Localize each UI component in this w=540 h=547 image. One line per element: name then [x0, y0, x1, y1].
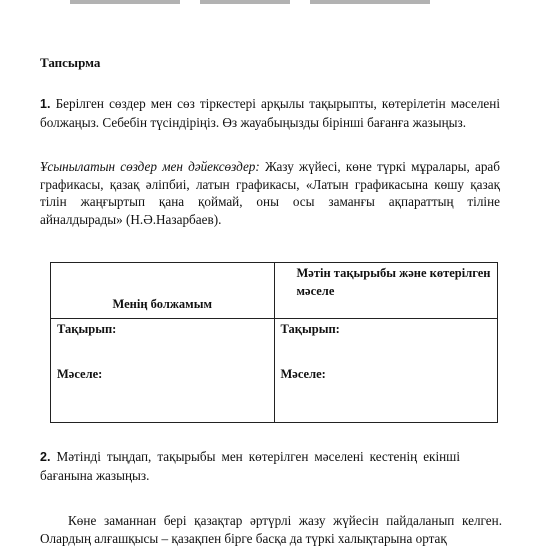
reading-paragraph: Көне заманнан бері қазақтар әртүрлі жазу жүйесін пайдаланып келген. Олардың алғашқысы – қазақпен бірге басқа да түркі халықтарына ортақ	[40, 513, 502, 546]
suggested-words-label: Ұсынылатын сөздер мен дәйексөздер:	[40, 159, 260, 174]
suggested-words-text: Жазу жүйесі, көне түркі мұралары, араб графикасы, қазақ әліпбиі, латын графикасы, «Латын графикасына көшу қазақ тілін жаңғыртып қана қоймай, оны осы заманғы ақпараттың тіліне айналдырады» (Н.Ә.Назарбаев).	[40, 159, 500, 227]
column-header-my-prediction: Менің болжамым	[51, 263, 275, 319]
task-1-text: Берілген сөздер мен сөз тіркестері арқылы тақырыпты, көтерілетін мәселені болжаңыз. Себебін түсіндіріңіз. Өз жауабыңызды бірінші бағанға жазыңыз.	[40, 96, 501, 130]
task-1	[40, 95, 500, 131]
topic-label: Тақырып:	[57, 322, 117, 336]
suggested-words	[40, 158, 500, 228]
problem-label: Мәселе:	[57, 367, 103, 381]
column-header-text-topic: Мәтін тақырыбы және көтерілген мәселе	[274, 263, 498, 319]
task-heading: Тапсырма	[40, 55, 101, 70]
task-1-number: 1.	[40, 97, 51, 111]
topic-label: Тақырып:	[280, 322, 340, 336]
task-2-number: 2.	[40, 450, 51, 464]
task-2-text: Мәтінді тыңдап, тақырыбы мен көтерілген мәселені кестенің екінші бағанына жазыңыз.	[40, 449, 460, 483]
answer-cell-prediction[interactable]	[51, 319, 275, 423]
cropped-top-line	[0, 0, 540, 6]
problem-label: Мәселе:	[280, 367, 326, 381]
task-2	[40, 448, 460, 484]
answer-cell-text-topic[interactable]	[274, 319, 498, 423]
answer-table	[50, 262, 498, 423]
